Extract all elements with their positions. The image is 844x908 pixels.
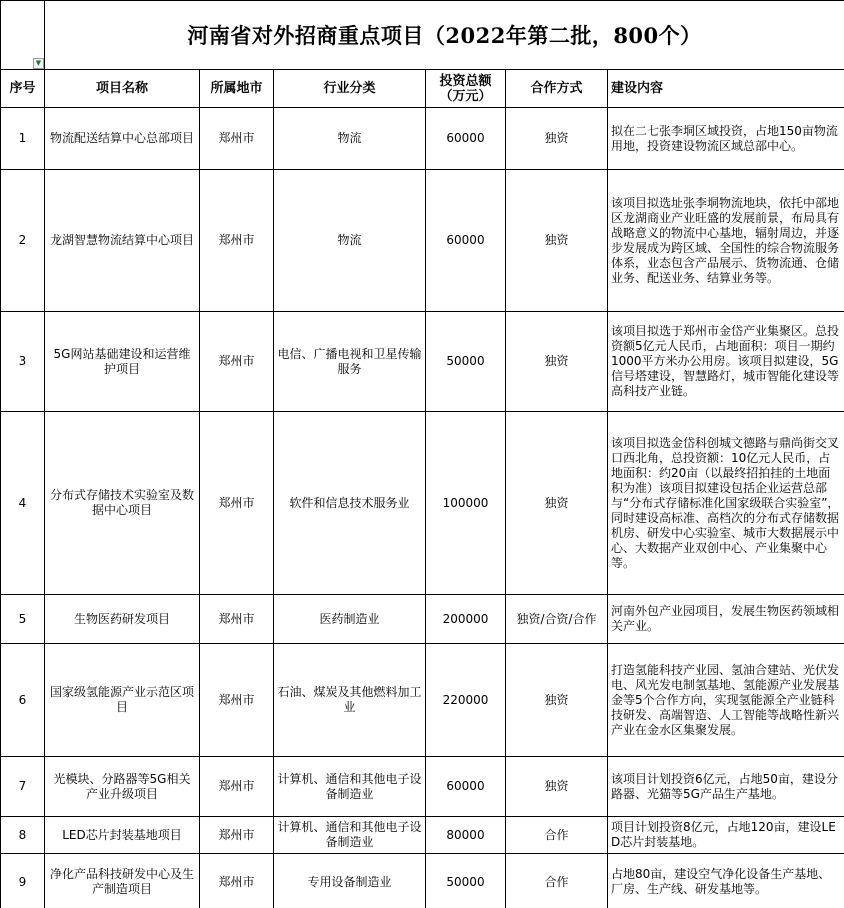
cell-seq[interactable]: 7	[1, 757, 45, 817]
cell-seq[interactable]: 3	[1, 312, 45, 412]
cell-mode[interactable]: 合作	[506, 854, 608, 908]
cell-content[interactable]: 该项目拟选金岱科创城文德路与鼎尚街交叉口西北角，总投资额：10亿元人民币，占地面积：约20亩（以最终招拍挂的土地面积为准）该项目拟建设包括企业运营总部与“分布式存储标准化国家级联合实验室”，同时建设高标准、高档次的分布式存储数据机房、研发中心实验室、城市大数据展示中心、大数据产业双创中心、产业集聚中心等。	[608, 412, 844, 595]
cell-city[interactable]: 郑州市	[200, 412, 274, 595]
cell-city[interactable]: 郑州市	[200, 854, 274, 908]
cell-mode[interactable]: 独资	[506, 312, 608, 412]
table-row	[1, 312, 844, 412]
cell-name[interactable]: 生物医药研发项目	[45, 595, 200, 644]
cell-name[interactable]: 5G网站基础建设和运营维护项目	[45, 312, 200, 412]
cell-investment[interactable]: 100000	[426, 412, 506, 595]
header-name: 项目名称	[45, 70, 200, 108]
cell-seq[interactable]: 2	[1, 170, 45, 312]
cell-industry[interactable]: 软件和信息技术服务业	[274, 412, 426, 595]
cell-content[interactable]: 打造氢能科技产业园、氢油合建站、光伏发电、风光发电制氢基地、氢能源产业发展基金等5个合作方向，实现氢能源全产业链科技研发、高端智造、人工智能等战略性新兴产业在金水区集聚发展。	[608, 644, 844, 757]
cell-industry[interactable]: 电信、广播电视和卫星传输服务	[274, 312, 426, 412]
table-row	[1, 412, 844, 595]
cell-name[interactable]: 光模块、分路器等5G相关产业升级项目	[45, 757, 200, 817]
cell-mode[interactable]: 独资	[506, 412, 608, 595]
cell-seq[interactable]: 9	[1, 854, 45, 908]
cell-seq[interactable]: 6	[1, 644, 45, 757]
cell-investment[interactable]: 60000	[426, 757, 506, 817]
cell-industry[interactable]: 专用设备制造业	[274, 854, 426, 908]
cell-industry[interactable]: 物流	[274, 108, 426, 170]
corner-cell[interactable]	[1, 1, 45, 70]
cell-industry[interactable]: 计算机、通信和其他电子设备制造业	[274, 757, 426, 817]
cell-industry[interactable]: 计算机、通信和其他电子设备制造业	[274, 817, 426, 854]
cell-investment[interactable]: 60000	[426, 108, 506, 170]
header-investment: 投资总额（万元）	[426, 70, 506, 108]
table-row	[1, 644, 844, 757]
cell-seq[interactable]: 1	[1, 108, 45, 170]
header-industry: 行业分类	[274, 70, 426, 108]
filter-dropdown-icon[interactable]: ▼	[33, 58, 44, 69]
header-city: 所属地市	[200, 70, 274, 108]
cell-name[interactable]: 国家级氢能源产业示范区项目	[45, 644, 200, 757]
cell-name[interactable]: 分布式存储技术实验室及数据中心项目	[45, 412, 200, 595]
cell-seq[interactable]: 5	[1, 595, 45, 644]
cell-content[interactable]: 该项目计划投资6亿元，占地50亩，建设分路器、光猫等5G产品生产基地。	[608, 757, 844, 817]
cell-city[interactable]: 郑州市	[200, 108, 274, 170]
cell-name[interactable]: 龙湖智慧物流结算中心项目	[45, 170, 200, 312]
cell-content[interactable]: 项目计划投资8亿元，占地120亩，建设LED芯片封装基地。	[608, 817, 844, 854]
table-row	[1, 757, 844, 817]
cell-seq[interactable]: 4	[1, 412, 45, 595]
cell-name[interactable]: 物流配送结算中心总部项目	[45, 108, 200, 170]
cell-city[interactable]: 郑州市	[200, 817, 274, 854]
header-mode: 合作方式	[506, 70, 608, 108]
cell-name[interactable]: 净化产品科技研发中心及生产制造项目	[45, 854, 200, 908]
cell-content[interactable]: 该项目拟选址张李垌物流地块，依托中部地区龙湖商业产业旺盛的发展前景，布局具有战略意义的物流中心基地，辐射周边，并逐步发展成为跨区域、全国性的综合物流服务体系，业态包含产品展示、货物流通、仓储业务、配送业务、结算业务等。	[608, 170, 844, 312]
table-row	[1, 817, 844, 854]
header-content: 建设内容	[608, 70, 844, 108]
table-row	[1, 854, 844, 908]
cell-industry[interactable]: 医药制造业	[274, 595, 426, 644]
title-row	[1, 1, 844, 70]
table-row	[1, 170, 844, 312]
cell-content[interactable]: 拟在二七张李垌区域投资，占地150亩物流用地，投资建设物流区域总部中心。	[608, 108, 844, 170]
cell-industry[interactable]: 石油、煤炭及其他燃料加工业	[274, 644, 426, 757]
cell-mode[interactable]: 独资	[506, 757, 608, 817]
cell-mode[interactable]: 独资	[506, 644, 608, 757]
cell-industry[interactable]: 物流	[274, 170, 426, 312]
cell-mode[interactable]: 独资	[506, 170, 608, 312]
cell-investment[interactable]: 60000	[426, 170, 506, 312]
header-seq: 序号	[1, 70, 45, 108]
table-title: 河南省对外招商重点项目（2022年第二批，800个）	[45, 1, 844, 70]
cell-city[interactable]: 郑州市	[200, 595, 274, 644]
cell-investment[interactable]: 50000	[426, 854, 506, 908]
cell-content[interactable]: 该项目拟选于郑州市金岱产业集聚区。总投资额5亿元人民币，占地面积：项目一期约1000平方米办公用房。该项目拟建设，5G信号塔建设，智慧路灯，城市智能化建设等高科技产业链。	[608, 312, 844, 412]
cell-mode[interactable]: 独资/合资/合作	[506, 595, 608, 644]
cell-mode[interactable]: 合作	[506, 817, 608, 854]
table-row	[1, 595, 844, 644]
cell-city[interactable]: 郑州市	[200, 757, 274, 817]
cell-investment[interactable]: 80000	[426, 817, 506, 854]
table-row	[1, 108, 844, 170]
cell-investment[interactable]: 220000	[426, 644, 506, 757]
cell-content[interactable]: 占地80亩，建设空气净化设备生产基地、厂房、生产线、研发基地等。	[608, 854, 844, 908]
cell-seq[interactable]: 8	[1, 817, 45, 854]
cell-mode[interactable]: 独资	[506, 108, 608, 170]
cell-city[interactable]: 郑州市	[200, 170, 274, 312]
cell-investment[interactable]: 50000	[426, 312, 506, 412]
cell-content[interactable]: 河南外包产业园项目，发展生物医药领域相关产业。	[608, 595, 844, 644]
cell-name[interactable]: LED芯片封装基地项目	[45, 817, 200, 854]
header-row	[1, 70, 844, 108]
cell-city[interactable]: 郑州市	[200, 312, 274, 412]
cell-city[interactable]: 郑州市	[200, 644, 274, 757]
cell-investment[interactable]: 200000	[426, 595, 506, 644]
